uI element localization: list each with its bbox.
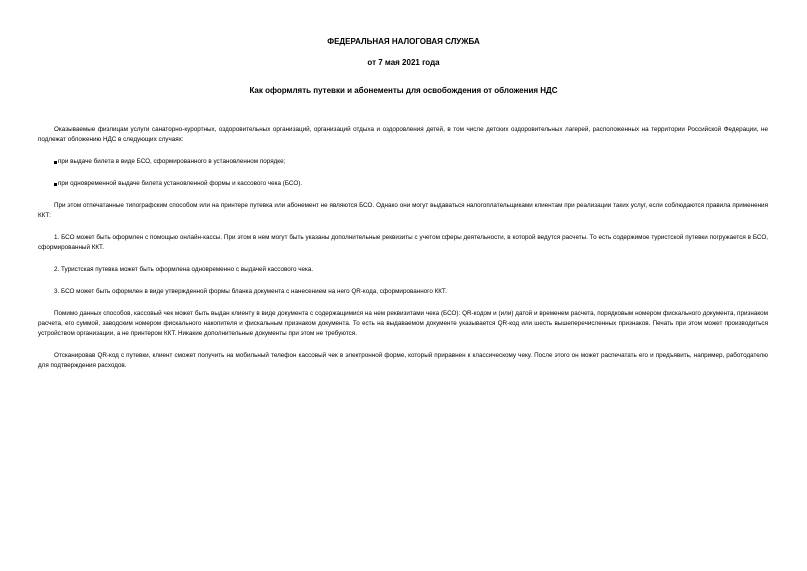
paragraph-rule-3: 3. БСО может быть оформлен в виде утвержденной формы бланка документа с нанесением на него QR-кода, сформированного ККТ. bbox=[54, 288, 447, 295]
paragraph-rule-2: 2. Туристская путевка может быть оформлена одновременно с выдачей кассового чека. bbox=[54, 266, 314, 273]
paragraph-intro: Оказываемые физлицам услуги санаторно-курортных, оздоровительных организаций, организаций отдыха и оздоровления детей, в том числе детских оздоровительных лагерей, расположенных на территории Российской Федерации, не подлежат обложению НДС в следующих случаях: bbox=[38, 126, 768, 143]
paragraph-rule-1: 1. БСО может быть оформлен с помощью онлайн-кассы. При этом в нем могут быть указаны дополнительные реквизиты с учетом сферы деятельности, в которой ведутся расчеты. То есть содержимое туристской путевки погружается в БСО, сформированный ККТ. bbox=[38, 234, 768, 251]
list-item bbox=[38, 179, 768, 189]
paragraph-receipt-details: Помимо данных способов, кассовый чек может быть выдан клиенту в виде документа с содержащимися на нем реквизитами чека (БСО): QR-кодом и (или) датой и временем расчета, порядковым номером фискального документа, признаком расчета, его суммой, заводским номером фискального накопителя и фискальным признаком документа. То есть на выдаваемом документе указывается QR-код или шесть вышеперечисленных признаков. Печать при этом может производиться устройством организации, а не принтером ККТ. Никакие дополнительные документы при этом не требуются. bbox=[38, 310, 768, 337]
list-item-text: при одновременной выдаче билета установленной формы и кассового чека (БСО). bbox=[58, 180, 303, 187]
bullet-icon bbox=[54, 183, 57, 186]
paragraph-rules: При этом отпечатанные типографским способом или на принтере путевка или абонемент не являются БСО. Однако они могут выдаваться налогоплательщиками клиентам при реализации таких услуг, если соблюдаются правила применения ККТ: bbox=[38, 202, 768, 219]
paragraph-qr-scan: Отсканировав QR-код с путевки, клиент сможет получить на мобильный телефон кассовый чек в электронной форме, который приравнен к классическому чеку. После этого он может распечатать его и предъявить, например, работодателю для подтверждения расходов. bbox=[38, 352, 768, 369]
document-title: Как оформлять путевки и абонементы для освобождения от обложения НДС bbox=[249, 86, 558, 95]
bullet-icon bbox=[54, 161, 57, 164]
list-item bbox=[38, 157, 768, 167]
document-body bbox=[38, 125, 768, 383]
agency-heading: ФЕДЕРАЛЬНАЯ НАЛОГОВАЯ СЛУЖБА bbox=[327, 37, 480, 46]
list-item-text: при выдаче билета в виде БСО, сформированного в установленном порядке; bbox=[58, 158, 286, 165]
document-date: от 7 мая 2021 года bbox=[367, 58, 440, 67]
